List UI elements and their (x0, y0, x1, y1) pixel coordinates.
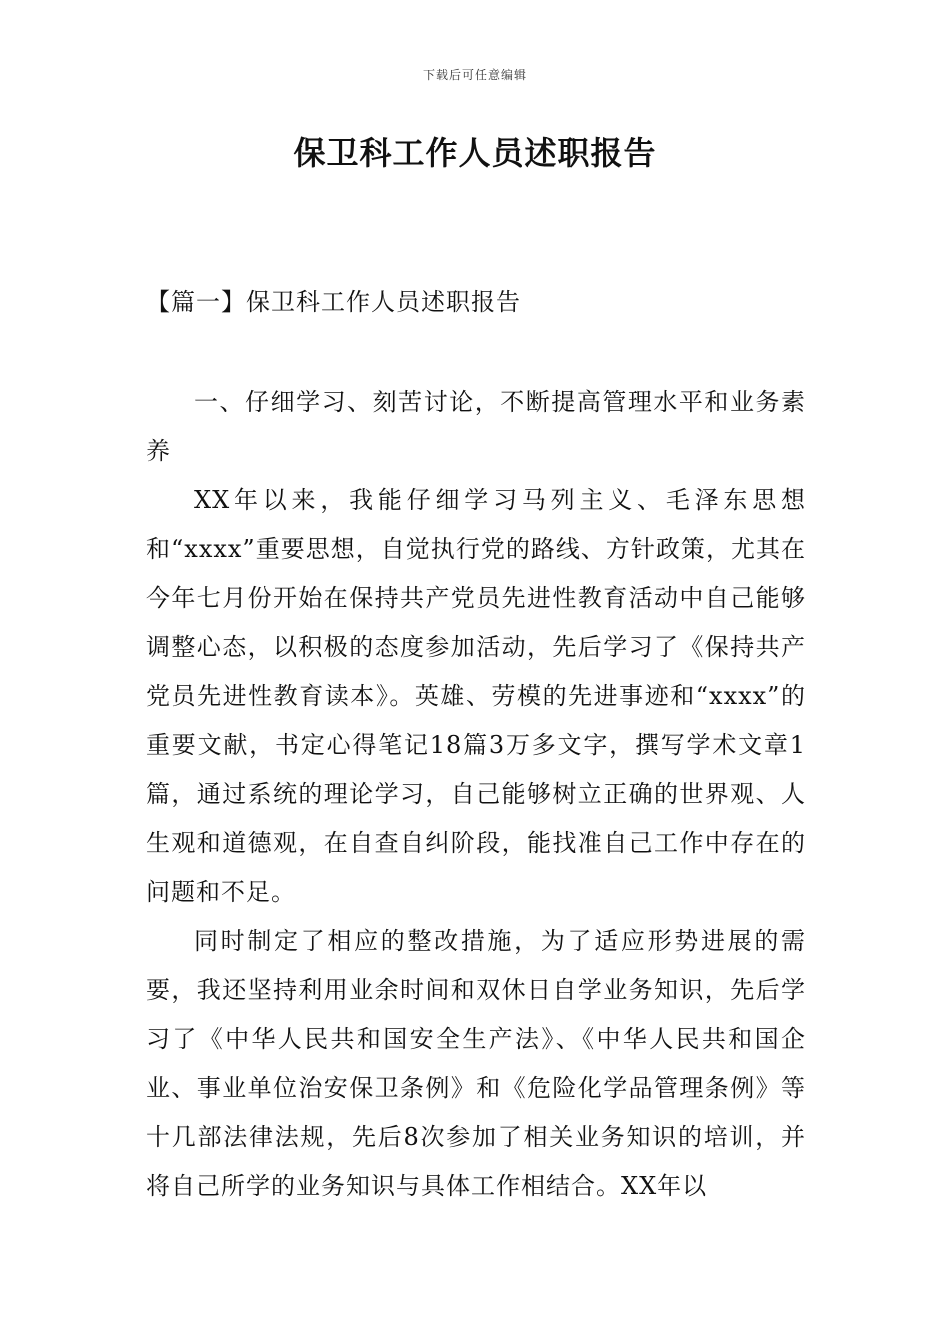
paragraph-1: 一、仔细学习、刻苦讨论，不断提高管理水平和业务素养 (146, 388, 806, 465)
document-body (146, 378, 806, 1211)
section-title: 【篇一】保卫科工作人员述职报告 (146, 288, 521, 316)
paragraph-2: XX年以来，我能仔细学习马列主义、毛泽东思想和“xxxx”重要思想，自觉执行党的路线、方针政策，尤其在今年七月份开始在保持共产党员先进性教育活动中自己能够调整心态，以积极的态度参加活动，先后学习了《保持共产党员先进性教育读本》。英雄、劳模的先进事迹和“xxxx”的重要文献，书定心得笔记18篇3万多文字，撰写学术文章1篇，通过系统的理论学习，自己能够树立正确的世界观、人生观和道德观，在自查自纠阶段，能找准自己工作中存在的问题和不足。 (146, 486, 806, 906)
document-title: 保卫科工作人员述职报告 (293, 134, 657, 172)
paragraph-3: 同时制定了相应的整改措施，为了适应形势进展的需要，我还坚持利用业余时间和双休日自学业务知识，先后学习了《中华人民共和国安全生产法》、《中华人民共和国企业、事业单位治安保卫条例》和《危险化学品管理条例》等十几部法律法规，先后8次参加了相关业务知识的培训，并将自己所学的业务知识与具体工作相结合。XX年以 (146, 927, 806, 1200)
page-header-note: 下载后可任意编辑 (422, 68, 527, 82)
